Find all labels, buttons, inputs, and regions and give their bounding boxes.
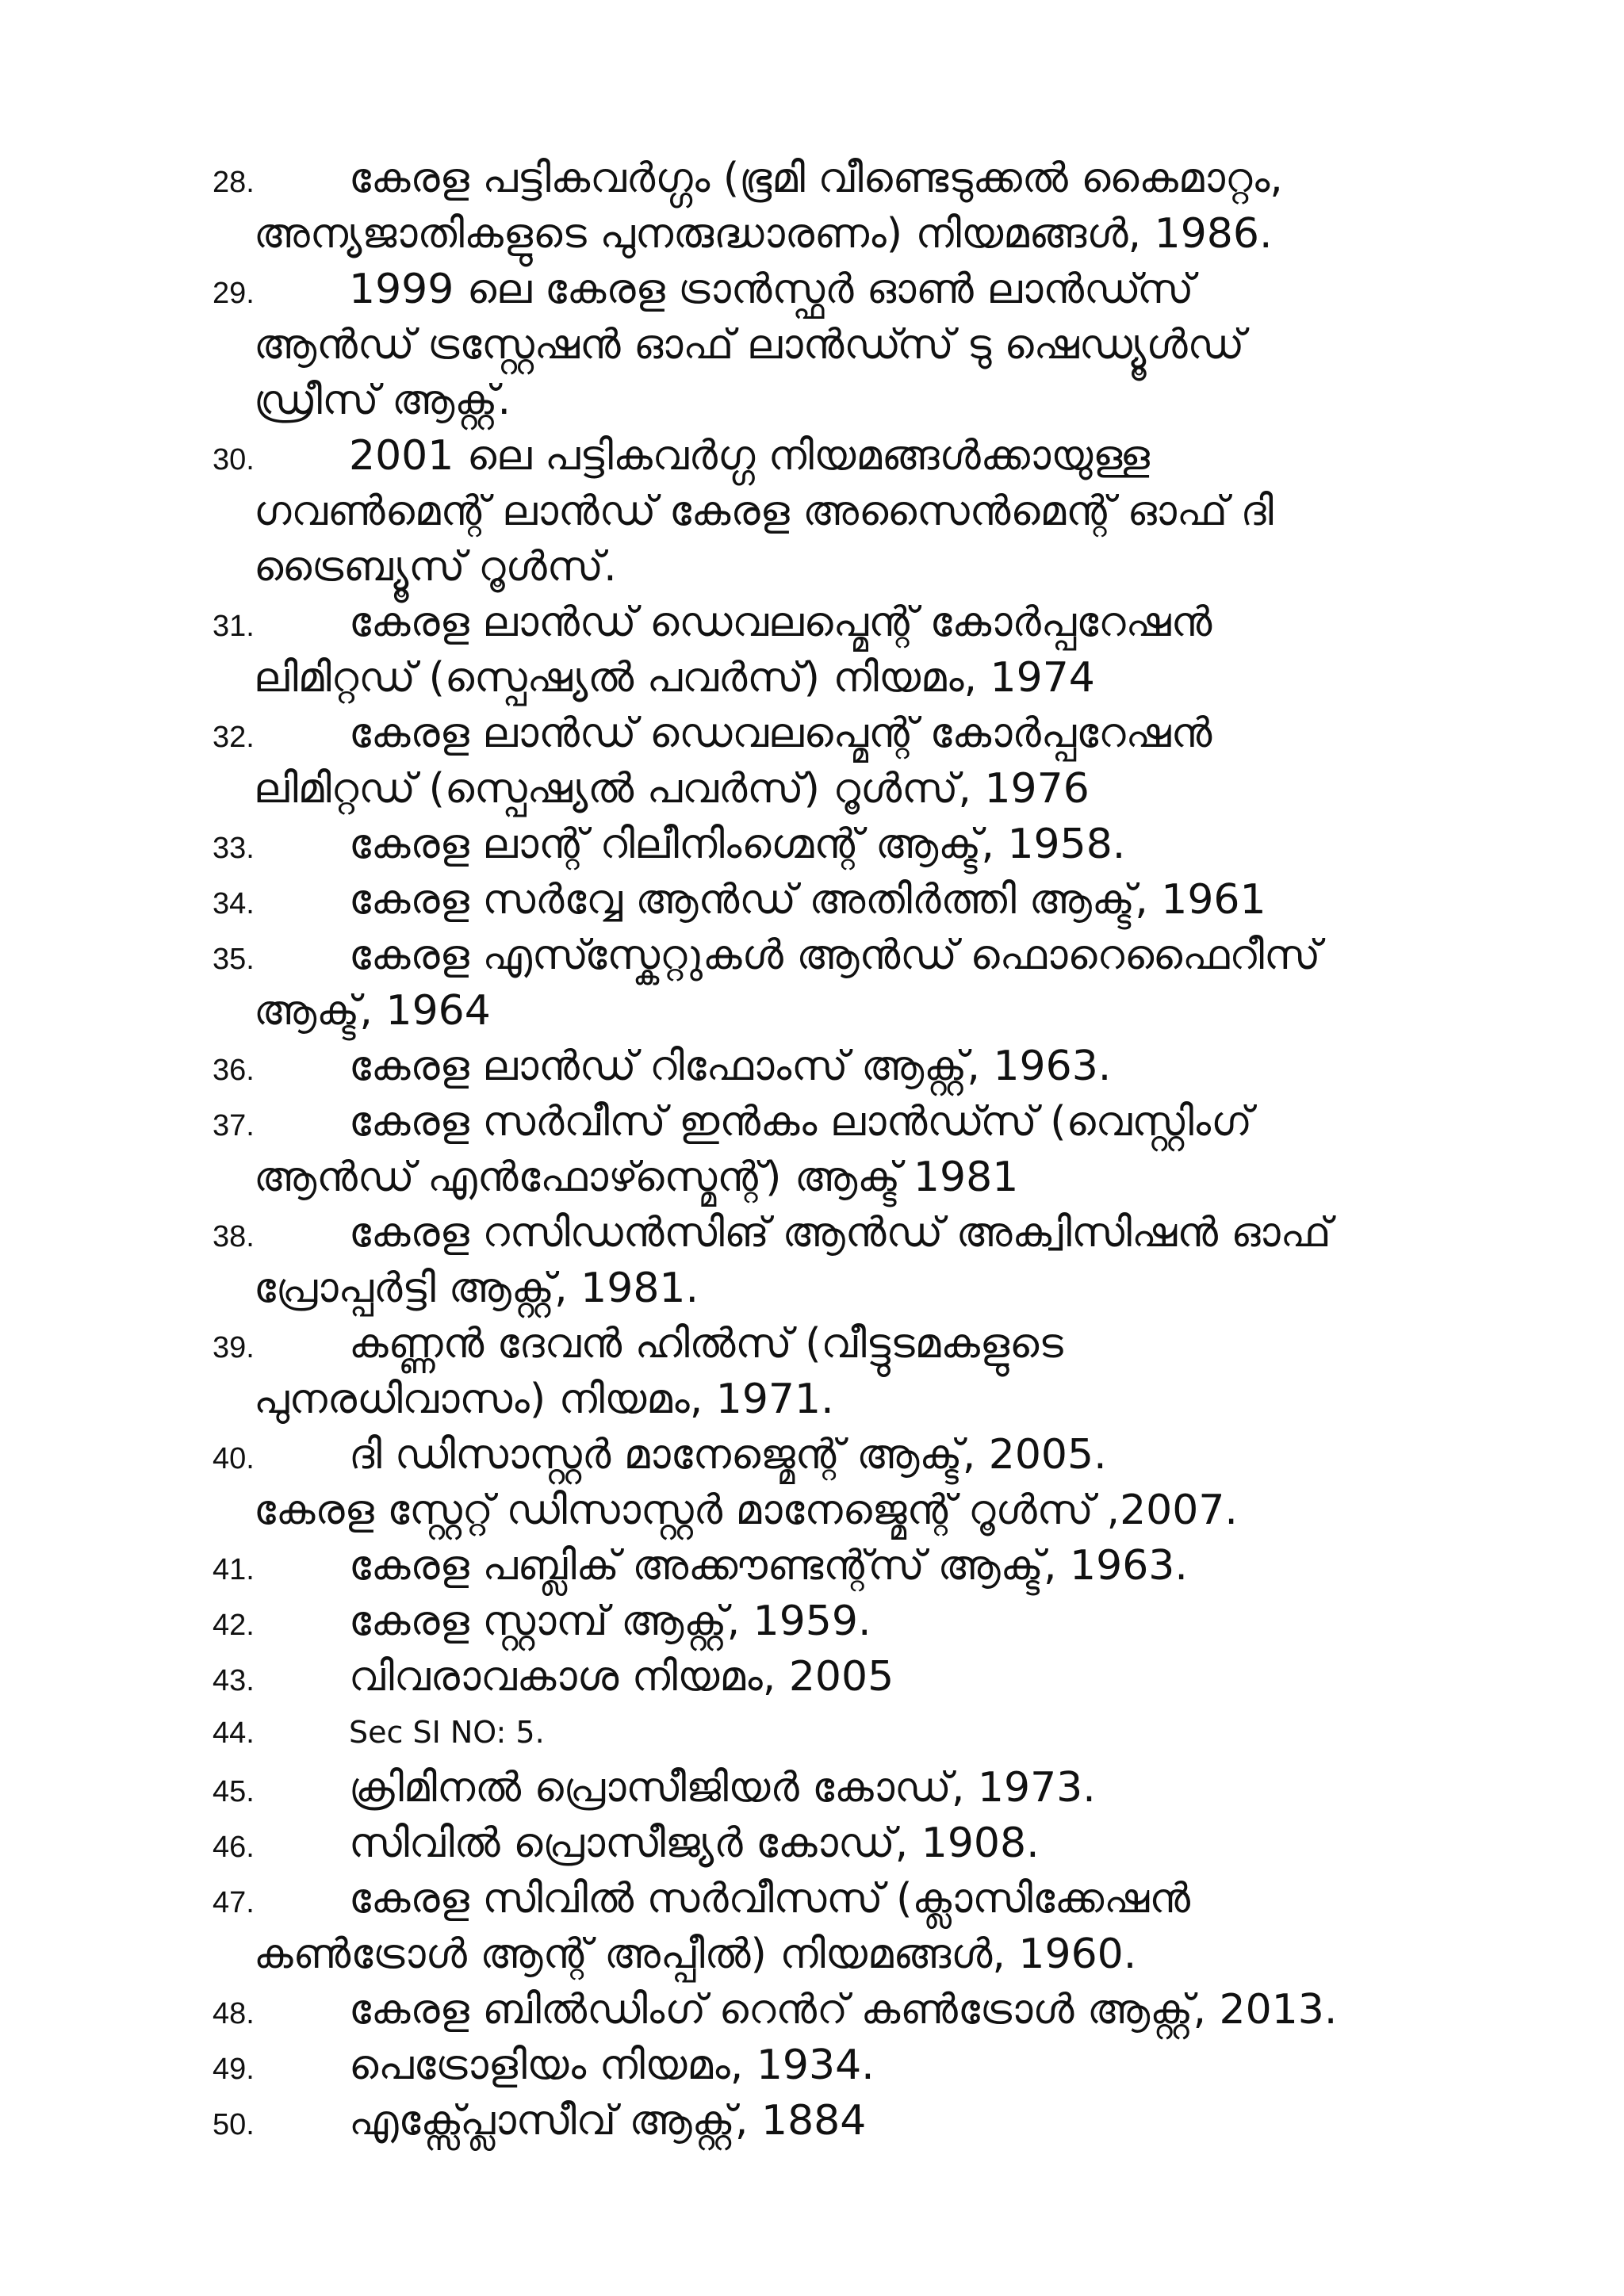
list-item — [213, 1427, 1513, 1538]
item-text-continuation: പ്രോപ്പർട്ടി ആക്റ്റ്, 1981. — [254, 1265, 699, 1312]
item-number: 29. — [213, 277, 255, 310]
list-item — [213, 1871, 1513, 1982]
list-item — [213, 151, 1513, 262]
item-text: ക്രിമിനൽ പ്രൊസീജിയർ കോഡ്, 1973. — [349, 1764, 1096, 1812]
item-text: ദി ഡിസാസ്റ്റർ മാനേജ്മെന്റ് ആക്ട്, 2005. — [349, 1431, 1107, 1479]
item-number: 35. — [213, 943, 255, 976]
list-item-first-line — [213, 1427, 1513, 1483]
item-text: എക്സ്പ്ലോസീവ് ആക്റ്റ്, 1884 — [349, 2097, 867, 2145]
item-text-continuation: ലിമിറ്റഡ് (സ്പെഷ്യൽ പവർസ്) റൂൾസ്, 1976 — [254, 765, 1090, 813]
list-item-first-line — [213, 428, 1513, 484]
item-number: 38. — [213, 1220, 255, 1253]
item-text-continuation: ആക്ട്, 1964 — [254, 987, 491, 1035]
act-list — [213, 151, 1513, 2149]
list-item-first-line — [213, 1982, 1513, 2038]
item-number: 28. — [213, 166, 255, 199]
item-text-continuation: ഡ്രീസ് ആക്റ്റ്. — [254, 377, 511, 424]
item-text: Sec SI NO: 5. — [349, 1715, 545, 1750]
list-item-first-line — [213, 1705, 1513, 1760]
item-number: 33. — [213, 832, 255, 865]
item-text: കേരള എസ്സ്കേറ്റുകൾ ആൻഡ് ഫൊറെഫൈറീസ് — [349, 932, 1321, 979]
list-item — [213, 817, 1513, 872]
list-item — [213, 2038, 1513, 2093]
item-number: 30. — [213, 443, 255, 476]
item-number: 44. — [213, 1716, 255, 1750]
item-text: കേരള സർവീസ് ഇൻകം ലാൻഡ്സ് (വെസ്റ്റിംഗ് — [349, 1098, 1253, 1146]
list-item — [213, 1816, 1513, 1871]
item-text: കേരള ബിൽഡിംഗ് റെൻറ് കൺട്രോൾ ആക്റ്റ്, 2013. — [349, 1986, 1338, 2034]
item-text: സിവിൽ പ്രൊസീജ്യർ കോഡ്, 1908. — [349, 1820, 1040, 1867]
item-text: കേരള ലാൻഡ് റിഫോംസ് ആക്റ്റ്, 1963. — [349, 1043, 1112, 1090]
list-item — [213, 1205, 1513, 1316]
list-item-first-line — [213, 706, 1513, 761]
list-item — [213, 1705, 1513, 1760]
item-text-continuation: ലിമിറ്റഡ് (സ്പെഷ്യൽ പവർസ്) നിയമം, 1974 — [254, 654, 1095, 702]
item-text-continuation: കേരള സ്റ്റേറ്റ് ഡിസാസ്റ്റർ മാനേജ്മെന്റ് റൂൾസ് ,2007. — [254, 1487, 1238, 1534]
list-item-first-line — [213, 1316, 1513, 1372]
item-text: പെട്രോളിയം നിയമം, 1934. — [349, 2042, 875, 2089]
item-text-continuation: കൺട്രോൾ ആന്റ് അപ്പീൽ) നിയമങ്ങൾ, 1960. — [254, 1931, 1137, 1978]
item-number: 42. — [213, 1609, 255, 1642]
list-item-first-line — [213, 2093, 1513, 2149]
item-number: 40. — [213, 1442, 255, 1475]
item-text: കണ്ണൻ ദേവൻ ഹിൽസ് (വീട്ടുടമകളുടെ — [349, 1320, 1063, 1368]
item-text: കേരള സ്റ്റാമ്പ് ആക്റ്റ്, 1959. — [349, 1598, 871, 1645]
item-text: കേരള ലാന്റ് റിലീനിംഗ്മെന്റ് ആക്ട്, 1958. — [349, 821, 1126, 868]
list-item — [213, 1594, 1513, 1649]
list-item-first-line — [213, 2038, 1513, 2093]
item-text-continuation: ഗവൺമെന്റ് ലാൻഡ് കേരള അസൈൻമെന്റ് ഓഫ് ദി — [254, 488, 1274, 535]
list-item-first-line — [213, 595, 1513, 650]
list-item — [213, 928, 1513, 1039]
list-item — [213, 706, 1513, 817]
list-item-first-line — [213, 872, 1513, 928]
list-item — [213, 595, 1513, 706]
list-item — [213, 428, 1513, 595]
item-text: കേരള സർവ്വേ ആൻഡ് അതിർത്തി ആക്ട്, 1961 — [349, 876, 1266, 924]
item-text: കേരള സിവിൽ സർവീസസ് (ക്ലാസിക്കേഷൻ — [349, 1875, 1190, 1923]
list-item-first-line — [213, 1538, 1513, 1594]
list-item — [213, 2093, 1513, 2149]
list-item — [213, 872, 1513, 928]
item-number: 47. — [213, 1886, 255, 1919]
list-item-first-line — [213, 817, 1513, 872]
list-item-first-line — [213, 1094, 1513, 1150]
item-number: 46. — [213, 1831, 255, 1864]
item-number: 48. — [213, 1997, 255, 2030]
list-item — [213, 1982, 1513, 2038]
item-text: കേരള പട്ടികവർഗ്ഗം (ഭൂമി വീണ്ടെടുക്കൽ കൈമാറ്റം, — [349, 155, 1283, 202]
list-item-first-line — [213, 151, 1513, 206]
item-number: 37. — [213, 1109, 255, 1142]
item-text: വിവരാവകാശ നിയമം, 2005 — [349, 1653, 894, 1701]
list-item — [213, 1316, 1513, 1427]
item-number: 49. — [213, 2053, 255, 2086]
item-text-continuation: ആൻഡ് എൻഫോഴ്സ്മെന്റ്) ആക്ട് 1981 — [254, 1154, 1019, 1201]
list-item-first-line — [213, 1649, 1513, 1705]
list-item — [213, 1649, 1513, 1705]
list-item-first-line — [213, 1594, 1513, 1649]
item-number: 32. — [213, 721, 255, 754]
item-number: 31. — [213, 610, 255, 643]
list-item-first-line — [213, 262, 1513, 317]
list-item — [213, 1094, 1513, 1205]
item-text-continuation: പുനരധിവാസം) നിയമം, 1971. — [254, 1376, 834, 1423]
item-number: 41. — [213, 1553, 255, 1586]
item-number: 45. — [213, 1775, 255, 1808]
item-number: 34. — [213, 887, 255, 920]
item-number: 43. — [213, 1664, 255, 1697]
list-item — [213, 1039, 1513, 1094]
item-text: കേരള ലാൻഡ് ഡെവലപ്മെന്റ് കോർപ്പറേഷൻ — [349, 710, 1212, 757]
list-item-first-line — [213, 928, 1513, 983]
item-text: 2001 ലെ പട്ടികവർഗ്ഗ നിയമങ്ങൾക്കായുള്ള — [349, 432, 1150, 480]
item-text: കേരള റസിഡൻസിങ് ആൻഡ് അക്വിസിഷൻ ഓഫ് — [349, 1209, 1331, 1257]
item-text: 1999 ലെ കേരള ട്രാൻസ്ഫർ ഓൺ ലാൻഡ്സ് — [349, 266, 1194, 313]
item-text: കേരള ലാൻഡ് ഡെവലപ്മെന്റ് കോർപ്പറേഷൻ — [349, 599, 1212, 646]
list-item-first-line — [213, 1039, 1513, 1094]
list-item — [213, 1538, 1513, 1594]
list-item-first-line — [213, 1816, 1513, 1871]
list-item-first-line — [213, 1205, 1513, 1261]
list-item-first-line — [213, 1760, 1513, 1816]
item-text-continuation: അന്യജാതികളുടെ പുനരുദ്ധാരണം) നിയമങ്ങൾ, 1986. — [254, 210, 1273, 258]
item-number: 50. — [213, 2108, 255, 2141]
list-item — [213, 262, 1513, 428]
item-number: 39. — [213, 1331, 255, 1364]
item-text: കേരള പബ്ലിക് അക്കൗണ്ടന്റ്സ് ആക്ട്, 1963. — [349, 1542, 1188, 1590]
item-text-continuation: ആൻഡ് ട്രസ്റ്റേഷൻ ഓഫ് ലാൻഡ്സ് ടു ഷെഡ്യൂൾഡ് — [254, 321, 1245, 369]
item-number: 36. — [213, 1054, 255, 1087]
item-text-continuation: ട്രൈബ്യൂസ് റൂൾസ്. — [254, 543, 617, 591]
list-item-first-line — [213, 1871, 1513, 1927]
list-item — [213, 1760, 1513, 1816]
